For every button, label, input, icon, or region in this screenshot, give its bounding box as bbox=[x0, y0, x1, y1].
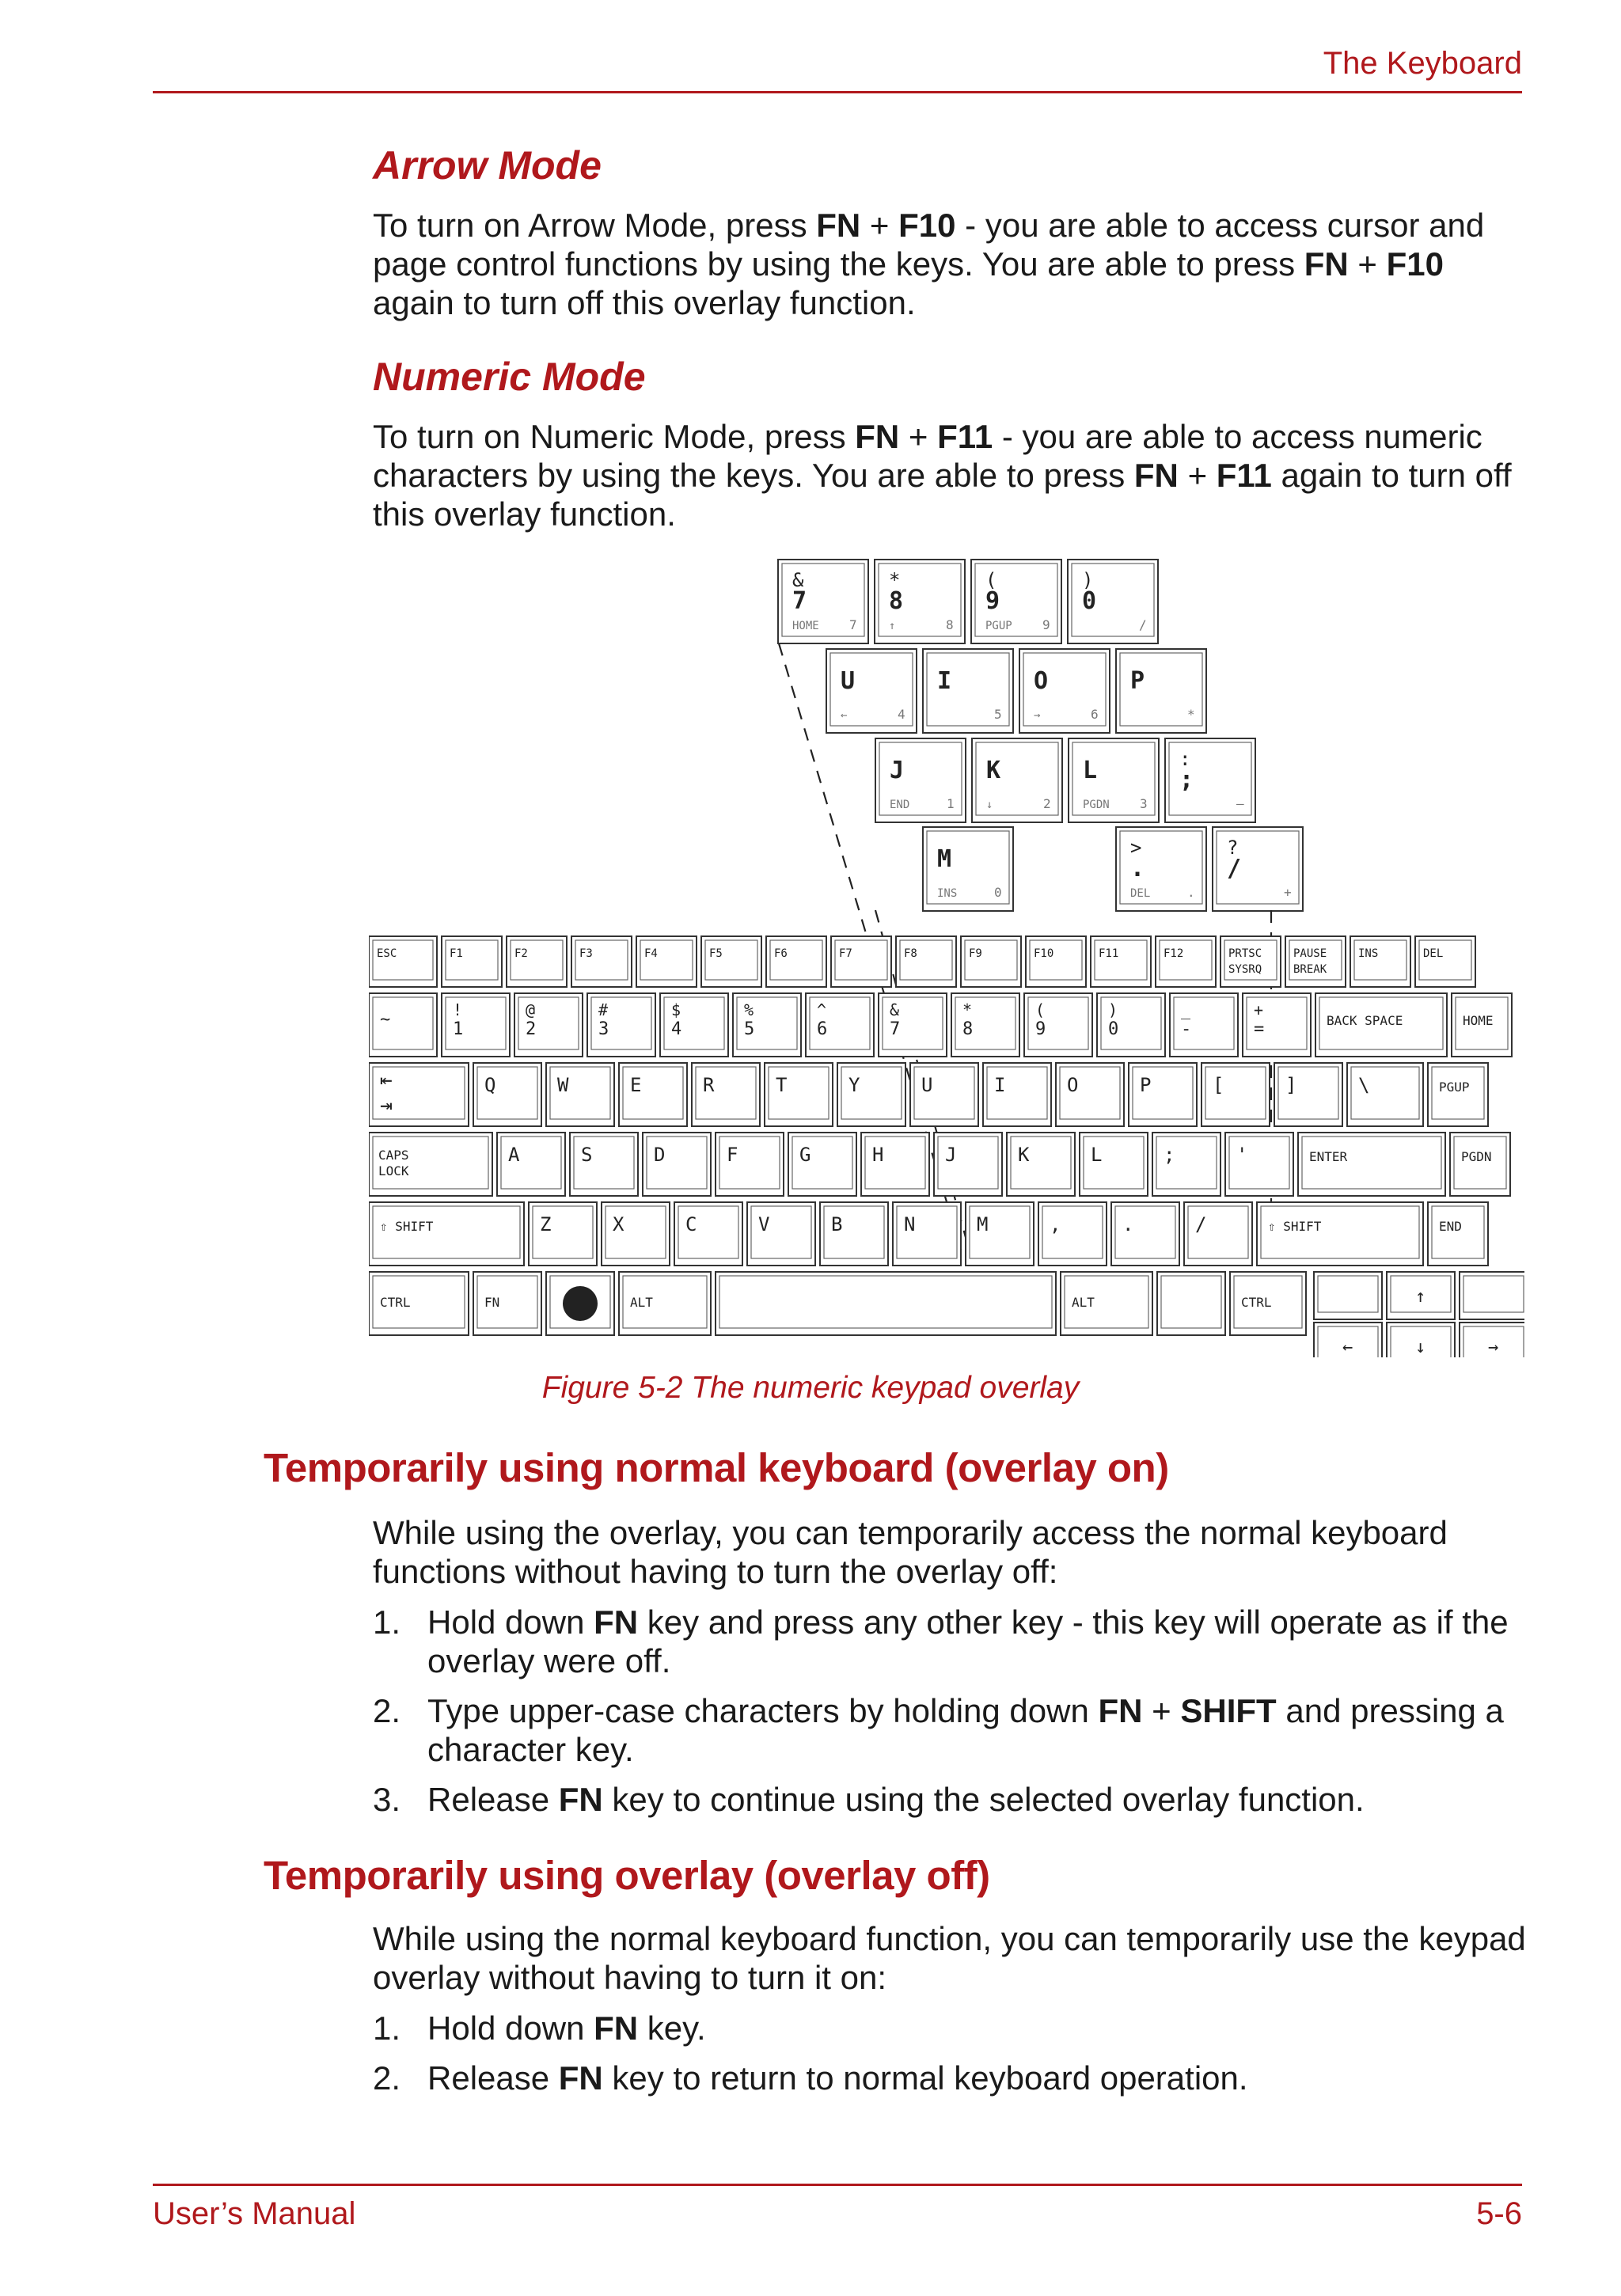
key-main-label: O bbox=[1067, 1074, 1079, 1096]
function-key-label: INS bbox=[1358, 947, 1379, 960]
overlay-key-shift-label: > bbox=[1130, 837, 1142, 859]
key-main-label: T bbox=[776, 1074, 788, 1096]
function-key-label: F2 bbox=[514, 947, 528, 960]
arrow-right-icon: → bbox=[1488, 1338, 1499, 1357]
qwerty-key bbox=[1129, 1063, 1197, 1126]
function-key-label: SYSRQ bbox=[1228, 963, 1262, 976]
overlay-key-num-label: 8 bbox=[946, 617, 954, 632]
qwerty-key bbox=[1056, 1063, 1124, 1126]
qwerty-key bbox=[473, 1063, 541, 1126]
key-main-label: / bbox=[1195, 1213, 1207, 1235]
overlay-key-shift-label: * bbox=[889, 569, 901, 591]
key-main-label: B bbox=[831, 1213, 843, 1235]
key-main-label: ; bbox=[1164, 1144, 1175, 1166]
key-main-label: 3 bbox=[598, 1019, 609, 1039]
home-row-key bbox=[788, 1133, 856, 1196]
page-number: 5-6 bbox=[1476, 2196, 1522, 2231]
overlay-key-num-label: / bbox=[1139, 617, 1147, 632]
shift-row-key bbox=[1184, 1202, 1252, 1266]
shift-row-key bbox=[1111, 1202, 1179, 1266]
function-key-label: F10 bbox=[1034, 947, 1054, 960]
key-main-label: K bbox=[1018, 1144, 1030, 1166]
key-main-label: F bbox=[727, 1144, 738, 1166]
key-main-label: M bbox=[977, 1213, 989, 1235]
number-row-key bbox=[1243, 993, 1311, 1057]
key-main-label: , bbox=[1050, 1213, 1061, 1235]
overlay-key-main-label: 0 bbox=[1082, 587, 1097, 615]
overlay-key-sub-label: → bbox=[1034, 709, 1041, 722]
key-main-label: \ bbox=[1358, 1074, 1370, 1096]
qwerty-key bbox=[1274, 1063, 1342, 1126]
list-item: 2. Release FN key to return to normal keyboard operation. bbox=[373, 2059, 1248, 2097]
list-item: 1. Hold down FN key. bbox=[373, 2009, 706, 2047]
footer-manual-title: User’s Manual bbox=[153, 2196, 356, 2231]
key-main-label: A bbox=[508, 1144, 520, 1166]
home-row-key bbox=[716, 1133, 784, 1196]
function-key-label: F12 bbox=[1164, 947, 1184, 960]
key-shift-label: ^ bbox=[817, 1000, 827, 1019]
key-shift-label: * bbox=[962, 1000, 973, 1019]
qwerty-key bbox=[983, 1063, 1051, 1126]
overlay-key-sub-label: PGDN bbox=[1083, 799, 1110, 811]
function-key-label: F6 bbox=[774, 947, 788, 960]
home-row-key bbox=[1225, 1133, 1293, 1196]
overlay-key-num-label: 4 bbox=[898, 707, 905, 722]
key-main-label: 7 bbox=[890, 1019, 901, 1039]
arrow-mode-paragraph: To turn on Arrow Mode, press FN + F10 - you are able to access cursor and page control functions by using the keys. You are able to press FN + F10 again to turn off this overlay function. bbox=[373, 207, 1485, 321]
key-main-label: L bbox=[1091, 1144, 1103, 1166]
key-main-label: ⇧ SHIFT bbox=[1268, 1219, 1322, 1234]
number-row-key bbox=[1170, 993, 1238, 1057]
number-row-key bbox=[369, 993, 437, 1057]
tab-key-label: ⇥ bbox=[380, 1094, 393, 1118]
qwerty-key bbox=[619, 1063, 687, 1126]
key-main-label: PGDN bbox=[1461, 1149, 1492, 1164]
function-key-label: DEL bbox=[1423, 947, 1444, 960]
number-row-key bbox=[660, 993, 728, 1057]
home-row-key bbox=[1298, 1133, 1445, 1196]
number-row-key bbox=[879, 993, 947, 1057]
shift-row-key bbox=[820, 1202, 888, 1266]
overlay-key-shift-label: : bbox=[1179, 748, 1191, 770]
home-row-key bbox=[1007, 1133, 1075, 1196]
key-main-label: J bbox=[945, 1144, 957, 1166]
overlay-key-sub-label: ← bbox=[841, 709, 848, 722]
key-main-label: 6 bbox=[817, 1019, 828, 1039]
qwerty-key bbox=[910, 1063, 978, 1126]
overlay-key-num-label: 7 bbox=[849, 617, 857, 632]
key-main-label: LOCK bbox=[378, 1163, 409, 1178]
home-row-key bbox=[934, 1133, 1002, 1196]
key-main-label: 9 bbox=[1035, 1019, 1046, 1039]
qwerty-key bbox=[1428, 1063, 1488, 1126]
home-row-key bbox=[497, 1133, 565, 1196]
key-main-label: ALT bbox=[1072, 1295, 1095, 1310]
key-main-label: S bbox=[581, 1144, 593, 1166]
key-main-label: - bbox=[1181, 1019, 1192, 1039]
key-shift-label: ! bbox=[453, 1000, 463, 1019]
overlay-key-main-label: / bbox=[1227, 855, 1242, 882]
key-main-label: N bbox=[904, 1213, 916, 1235]
list-item: 1. Hold down FN key and press any other key - this key will operate as if the overlay were off. bbox=[373, 1603, 1509, 1679]
key-main-label: 8 bbox=[962, 1019, 974, 1039]
overlay-key-sub-label: ↓ bbox=[986, 799, 993, 811]
list-item: 3. Release FN key to continue using the selected overlay function. bbox=[373, 1781, 1365, 1818]
overlay-key-sub-label: INS bbox=[937, 887, 958, 900]
key-main-label: CTRL bbox=[380, 1295, 411, 1310]
key-main-label: Q bbox=[484, 1074, 496, 1096]
shift-row-key bbox=[602, 1202, 670, 1266]
key-shift-label: + bbox=[1254, 1000, 1264, 1019]
key-main-label: 4 bbox=[671, 1019, 682, 1039]
shift-row-key bbox=[674, 1202, 742, 1266]
key-main-label: 5 bbox=[744, 1019, 755, 1039]
key-shift-label: # bbox=[598, 1000, 609, 1019]
key-main-label: ALT bbox=[630, 1295, 653, 1310]
shift-row-key bbox=[966, 1202, 1034, 1266]
overlay-key-num-label: 0 bbox=[994, 885, 1002, 900]
overlay-key-main-label: M bbox=[937, 845, 952, 873]
key-main-label: CTRL bbox=[1241, 1295, 1272, 1310]
home-row-key bbox=[1450, 1133, 1510, 1196]
shift-row-key bbox=[1428, 1202, 1488, 1266]
overlay-key-main-label: I bbox=[937, 667, 952, 695]
key-main-label: 0 bbox=[1108, 1019, 1119, 1039]
numeric-mode-heading: Numeric Mode bbox=[373, 355, 646, 399]
key-main-label: PGUP bbox=[1439, 1080, 1470, 1095]
home-row-key bbox=[1080, 1133, 1148, 1196]
key-main-label: ' bbox=[1236, 1144, 1248, 1166]
key-main-label: R bbox=[703, 1074, 715, 1096]
key-main-label: . bbox=[1122, 1213, 1134, 1235]
overlay-key-num-label: 9 bbox=[1042, 617, 1050, 632]
overlay-off-heading: Temporarily using overlay (overlay off) bbox=[264, 1853, 990, 1898]
overlay-key-main-label: L bbox=[1083, 757, 1098, 784]
number-row-key bbox=[951, 993, 1019, 1057]
key-main-label: BACK SPACE bbox=[1327, 1013, 1403, 1028]
key-shift-label: & bbox=[890, 1000, 900, 1019]
bottom-row-key bbox=[1157, 1272, 1225, 1335]
function-key-label: F5 bbox=[709, 947, 723, 960]
key-main-label: CAPS bbox=[378, 1148, 409, 1163]
overlay-off-steps bbox=[373, 2009, 1528, 2097]
qwerty-key bbox=[692, 1063, 760, 1126]
overlay-key-num-label: + bbox=[1284, 885, 1292, 900]
overlay-key-num-label: . bbox=[1187, 885, 1195, 900]
key-main-label: 1 bbox=[453, 1019, 464, 1039]
shift-row-key bbox=[893, 1202, 961, 1266]
overlay-on-steps bbox=[373, 1603, 1528, 1819]
overlay-key-num-label: * bbox=[1187, 707, 1195, 722]
footer-rule bbox=[153, 2184, 1522, 2186]
overlay-key-num-label: 3 bbox=[1140, 796, 1148, 811]
overlay-key-shift-label: ) bbox=[1082, 569, 1094, 591]
overlay-off-intro: While using the normal keyboard function, you can temporarily use the keypad overlay without having to turn it on: bbox=[373, 1920, 1526, 1996]
key-main-label: HOME bbox=[1463, 1013, 1494, 1028]
overlay-key-main-label: 9 bbox=[985, 587, 1000, 615]
key-shift-label: @ bbox=[526, 1000, 536, 1019]
key-main-label: G bbox=[799, 1144, 811, 1166]
shift-row-key bbox=[529, 1202, 597, 1266]
arrow-up-icon: ↑ bbox=[1415, 1287, 1426, 1307]
function-key-label: PAUSE bbox=[1293, 947, 1327, 960]
key-main-label: END bbox=[1439, 1219, 1462, 1234]
key-main-label: [ bbox=[1213, 1074, 1224, 1096]
header-rule bbox=[153, 91, 1522, 93]
key-main-label: C bbox=[685, 1213, 697, 1235]
overlay-on-intro: While using the overlay, you can temporarily access the normal keyboard functions without having to turn the overlay off: bbox=[373, 1514, 1448, 1590]
keyboard-overlay-diagram bbox=[369, 550, 1524, 1357]
key-main-label: 2 bbox=[526, 1019, 537, 1039]
function-key-label: ESC bbox=[377, 947, 397, 960]
shift-row-key bbox=[747, 1202, 815, 1266]
key-shift-label: % bbox=[744, 1000, 754, 1019]
number-row-key bbox=[733, 993, 801, 1057]
key-main-label: X bbox=[613, 1213, 624, 1235]
qwerty-key bbox=[765, 1063, 833, 1126]
figure-caption: Figure 5-2 The numeric keypad overlay bbox=[541, 1371, 1080, 1405]
overlay-key-main-label: 7 bbox=[792, 587, 807, 615]
key-main-label: U bbox=[921, 1074, 933, 1096]
key-main-label: ENTER bbox=[1309, 1149, 1348, 1164]
overlay-key-sub-label: DEL bbox=[1130, 887, 1151, 900]
bottom-row-key bbox=[716, 1272, 1056, 1335]
overlay-key-num-label: 2 bbox=[1043, 796, 1051, 811]
shift-row-key bbox=[1038, 1202, 1107, 1266]
function-key-label: F11 bbox=[1099, 947, 1119, 960]
overlay-key-num-label: — bbox=[1236, 796, 1244, 811]
key-shift-label: ) bbox=[1108, 1000, 1118, 1019]
overlay-key-sub-label: ↑ bbox=[889, 620, 896, 632]
overlay-key-main-label: 8 bbox=[889, 587, 904, 615]
key-main-label: P bbox=[1140, 1074, 1152, 1096]
shift-row-key bbox=[1257, 1202, 1423, 1266]
windows-logo-icon bbox=[563, 1286, 598, 1321]
key-main-label: H bbox=[872, 1144, 884, 1166]
arrow-left-icon: ← bbox=[1342, 1338, 1353, 1357]
function-key-label: F8 bbox=[904, 947, 917, 960]
overlay-key-main-label: K bbox=[986, 757, 1001, 784]
key-main-label: Y bbox=[848, 1074, 860, 1096]
overlay-key-main-label: ; bbox=[1179, 766, 1194, 794]
arrow-mode-heading: Arrow Mode bbox=[373, 143, 602, 188]
overlay-key-main-label: J bbox=[890, 757, 905, 784]
key-main-label: W bbox=[557, 1074, 569, 1096]
key-main-label: ~ bbox=[380, 1010, 391, 1030]
shift-row-key bbox=[369, 1202, 524, 1266]
number-row-key bbox=[587, 993, 655, 1057]
function-key-label: F4 bbox=[644, 947, 658, 960]
function-key-label: F9 bbox=[969, 947, 982, 960]
function-key-label: BREAK bbox=[1293, 963, 1327, 976]
number-row-key bbox=[806, 993, 874, 1057]
home-row-key bbox=[1152, 1133, 1220, 1196]
key-main-label: ] bbox=[1285, 1074, 1297, 1096]
function-key-label: PRTSC bbox=[1228, 947, 1262, 960]
overlay-key-sub-label: END bbox=[890, 799, 910, 811]
home-row-key bbox=[643, 1133, 711, 1196]
function-key-label: F1 bbox=[450, 947, 463, 960]
numeric-mode-paragraph: To turn on Numeric Mode, press FN + F11 - you are able to access numeric characters by using the keys. You are able to press FN + F11 again to turn off this overlay function. bbox=[373, 418, 1512, 533]
overlay-key-num-label: 5 bbox=[994, 707, 1002, 722]
overlay-key-sub-label: HOME bbox=[792, 620, 819, 632]
number-row-key bbox=[442, 993, 510, 1057]
function-key-label: F7 bbox=[839, 947, 852, 960]
overlay-key-main-label: . bbox=[1130, 855, 1145, 882]
overlay-on-heading: Temporarily using normal keyboard (overlay on) bbox=[264, 1445, 1169, 1490]
list-item: 2. Type upper-case characters by holding down FN + SHIFT and pressing a character key. bbox=[373, 1692, 1504, 1768]
qwerty-key bbox=[546, 1063, 614, 1126]
key-shift-label: $ bbox=[671, 1000, 681, 1019]
overlay-key-shift-label: ? bbox=[1227, 837, 1239, 859]
overlay-key-shift-label: ( bbox=[985, 569, 997, 591]
overlay-key-sub-label: PGUP bbox=[985, 620, 1012, 632]
key-shift-label: _ bbox=[1181, 1000, 1191, 1019]
bottom-row-key bbox=[473, 1272, 541, 1335]
overlay-key-main-label: P bbox=[1130, 667, 1145, 695]
key-main-label: FN bbox=[484, 1295, 500, 1310]
running-header-title: The Keyboard bbox=[1323, 46, 1522, 81]
number-row-key bbox=[1097, 993, 1165, 1057]
key-main-label: E bbox=[630, 1074, 642, 1096]
overlay-key-num-label: 6 bbox=[1091, 707, 1099, 722]
qwerty-key bbox=[837, 1063, 905, 1126]
key-main-label: I bbox=[994, 1074, 1006, 1096]
overlay-key-main-label: O bbox=[1034, 667, 1049, 695]
overlay-key-main-label: U bbox=[841, 667, 856, 695]
qwerty-key bbox=[1202, 1063, 1270, 1126]
key-shift-label: ( bbox=[1035, 1000, 1046, 1019]
key-main-label: V bbox=[758, 1213, 770, 1235]
function-key-label: F3 bbox=[579, 947, 593, 960]
key-main-label: Z bbox=[540, 1213, 552, 1235]
overlay-key-num-label: 1 bbox=[947, 796, 955, 811]
tab-key-label: ⇤ bbox=[380, 1068, 393, 1092]
number-row-key bbox=[514, 993, 583, 1057]
arrow-down-icon: ↓ bbox=[1415, 1338, 1426, 1357]
home-row-key bbox=[570, 1133, 638, 1196]
number-row-key bbox=[1024, 993, 1092, 1057]
key-main-label: = bbox=[1254, 1019, 1265, 1039]
key-main-label: D bbox=[654, 1144, 666, 1166]
key-main-label: ⇧ SHIFT bbox=[380, 1219, 434, 1234]
home-row-key bbox=[861, 1133, 929, 1196]
overlay-key-shift-label: & bbox=[792, 569, 804, 591]
